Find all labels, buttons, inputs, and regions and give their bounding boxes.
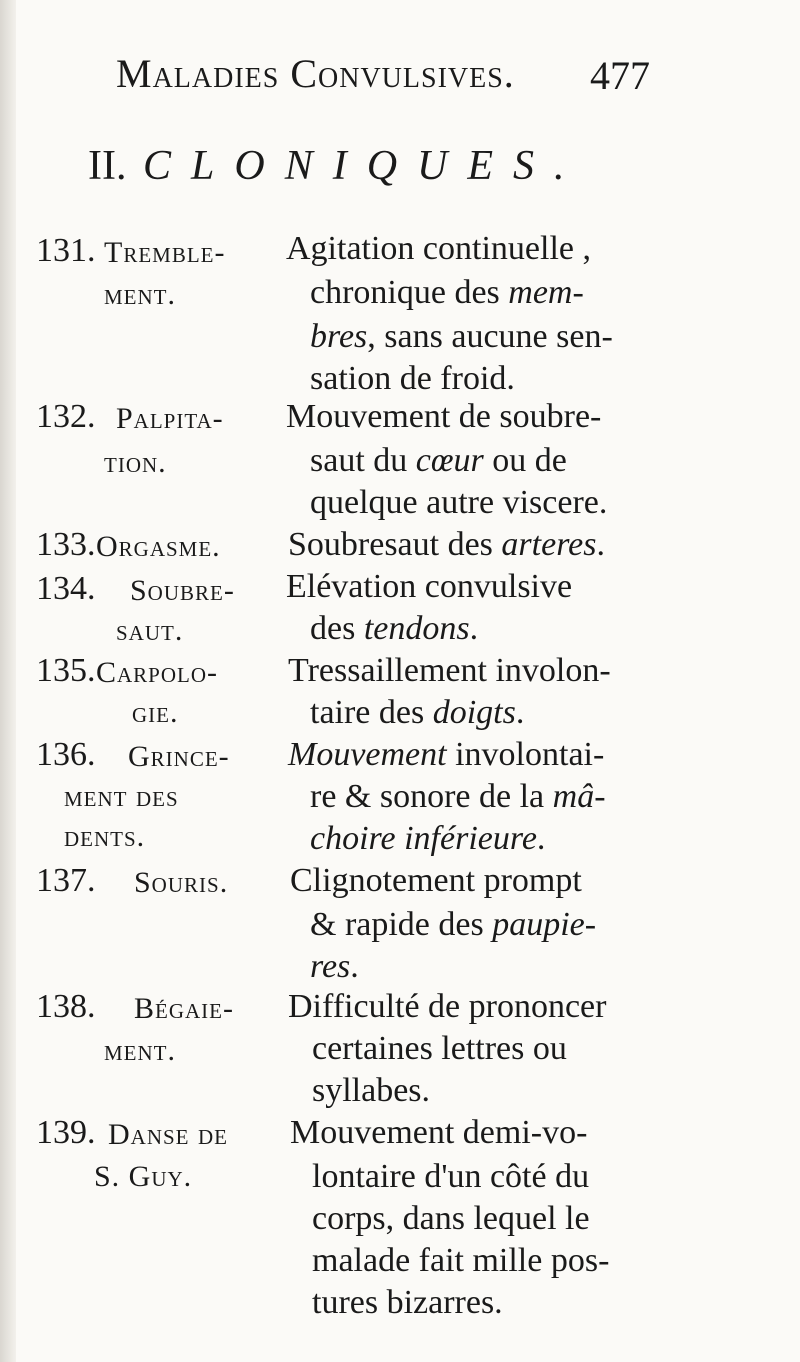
definition-line: Clignotement prompt xyxy=(290,862,582,899)
entry-term: Palpita- xyxy=(116,402,224,435)
entry-number: 135. xyxy=(36,652,96,689)
entry-term: Grince- xyxy=(128,740,230,773)
definition-line: lontaire d'un côté du xyxy=(312,1158,590,1195)
entry-term: Danse de xyxy=(108,1118,228,1151)
entry-term: Carpolo- xyxy=(96,656,219,689)
definition-line: corps, dans lequel le xyxy=(312,1200,590,1237)
definition-line: bres, sans aucune sen- xyxy=(310,318,613,355)
entry-term-continued: saut. xyxy=(116,614,184,647)
definition-line: saut du cœur ou de xyxy=(310,442,567,479)
definition-line: tures bizarres. xyxy=(312,1284,503,1321)
entry-term-continued: S. Guy. xyxy=(94,1160,193,1193)
entry-term-continued: ment. xyxy=(104,1034,176,1067)
entry-term: Tremble- xyxy=(104,236,226,269)
page-edge xyxy=(0,0,16,1362)
definition-line: malade fait mille pos- xyxy=(312,1242,610,1279)
running-title: Maladies Convulsives. xyxy=(116,51,515,96)
entry-number: 136. xyxy=(36,736,96,773)
definition-line: taire des doigts. xyxy=(310,694,525,731)
entry-number: 131. xyxy=(36,232,96,269)
definition-line: syllabes. xyxy=(312,1072,431,1109)
entry-number: 133. xyxy=(36,526,96,563)
definition-line: des tendons. xyxy=(310,610,479,647)
entry-term: Soubre- xyxy=(130,574,235,607)
definition-line: choire inférieure. xyxy=(310,820,546,857)
entry-term-continued: tion. xyxy=(104,446,167,479)
entry-term: Bégaie- xyxy=(134,992,234,1025)
entry-term-continued: gie. xyxy=(132,696,179,729)
entry-term-continued: ment des xyxy=(64,780,179,813)
entry-term: Souris. xyxy=(134,866,229,899)
entry-number: 138. xyxy=(36,988,96,1025)
entry-term-continued: ment. xyxy=(104,278,176,311)
section-title: CLONIQUES. xyxy=(142,143,585,189)
definition-line: sation de froid. xyxy=(310,360,515,397)
page-number: 477 xyxy=(590,53,650,98)
definition-line: & rapide des paupie- xyxy=(310,906,597,943)
definition-line: Elévation convulsive xyxy=(286,568,573,605)
section-numeral: II. xyxy=(88,143,127,189)
definition-line: Tressaillement involon- xyxy=(288,652,611,689)
definition-line: Mouvement involontai- xyxy=(288,736,605,773)
definition-line: quelque autre viscere. xyxy=(310,484,608,521)
definition-line: re & sonore de la mâ- xyxy=(310,778,606,815)
entry-number: 139. xyxy=(36,1114,96,1151)
entry-term: Orgasme. xyxy=(96,530,221,563)
definition-line: Mouvement de soubre- xyxy=(286,398,602,435)
definition-line: Mouvement demi-vo- xyxy=(290,1114,588,1151)
definition-line: res. xyxy=(310,948,359,985)
entry-number: 137. xyxy=(36,862,96,899)
section-heading xyxy=(88,142,585,190)
definition-line: Soubresaut des arteres. xyxy=(288,526,605,563)
entry-number: 132. xyxy=(36,398,96,435)
definition-line: Difficulté de prononcer xyxy=(288,988,607,1025)
entry-number: 134. xyxy=(36,570,96,607)
entry-term-continued: dents. xyxy=(64,820,146,853)
definition-line: Agitation continuelle , xyxy=(286,230,591,267)
definition-line: chronique des mem- xyxy=(310,274,584,311)
definition-line: certaines lettres ou xyxy=(312,1030,567,1067)
